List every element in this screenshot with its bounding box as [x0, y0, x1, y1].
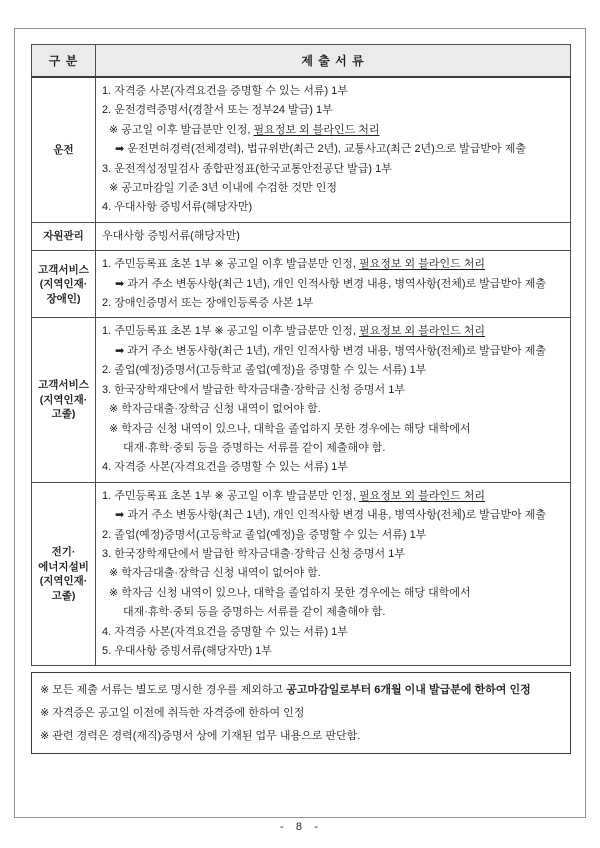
row-category — [32, 318, 96, 482]
category-label-line: 장애인) — [46, 292, 81, 305]
text-segment: 4. 자격증 사본(자격요건을 증명할 수 있는 서류) 1부 — [102, 461, 348, 474]
row-category — [32, 251, 96, 318]
text-segment: ※ 모든 제출 서류는 별도로 명시한 경우를 제외하고 — [40, 684, 287, 697]
footnote-line — [40, 725, 562, 748]
document-item-line — [102, 623, 566, 642]
text-segment: ➡ 과거 주소 변동사항(최근 1년), 개인 인적사항 변경 내용, 병역사항(전체)로 발급받아 제출 — [115, 509, 546, 522]
document-item-line — [102, 506, 566, 525]
row-category — [32, 482, 96, 666]
document-content-area — [31, 44, 571, 754]
underlined-text-segment: 필요정보 외 블라인드 처리 — [358, 489, 486, 502]
document-item-line — [102, 179, 566, 198]
text-segment: 1. 주민등록표 초본 1부 ※ 공고일 이후 발급분만 인정, — [102, 258, 359, 271]
document-item-line — [102, 101, 566, 120]
text-segment: 4. 자격증 사본(자격요건을 증명할 수 있는 서류) 1부 — [102, 625, 348, 638]
row-documents — [96, 482, 571, 666]
text-segment: 2. 장애인증명서 또는 장애인등록증 사본 1부 — [102, 297, 314, 310]
text-segment: ※ 자격증은 공고일 이전에 취득한 자격증에 한하여 인정 — [40, 706, 305, 719]
document-item-line — [102, 584, 566, 603]
table-row — [32, 251, 571, 318]
document-item-line — [102, 275, 566, 294]
text-segment: ➡ 운전면허경력(전체경력), 법규위반(최근 2년), 교통사고(최근 2년)으로 발급받아 제출 — [115, 143, 526, 156]
column-header-documents: 제 출 서 류 — [96, 45, 571, 78]
footnotes-box — [31, 672, 571, 754]
category-label-line: (지역인재· — [39, 393, 88, 406]
underlined-text-segment: 필요정보 외 블라인드 처리 — [253, 123, 380, 136]
table-header-row — [32, 45, 571, 78]
document-item-line — [102, 545, 566, 564]
category-label-line: 고졸) — [51, 589, 76, 602]
document-item-line — [102, 564, 566, 583]
category-label-line: 고객서비스 — [38, 263, 89, 276]
document-item-line — [102, 603, 566, 622]
footnote-line — [40, 702, 562, 725]
text-segment: ➡ 과거 주소 변동사항(최근 1년), 개인 인적사항 변경 내용, 병역사항(전체)로 발급받아 제출 — [115, 344, 546, 357]
category-label-line: 자원관리 — [43, 230, 84, 243]
text-segment: 5. 우대사항 증빙서류(해당자만) 1부 — [102, 644, 272, 657]
row-documents — [96, 318, 571, 482]
text-segment: 3. 운전적성정밀검사 종합판정표(한국교통안전공단 발급) 1부 — [102, 162, 392, 175]
document-item-line — [102, 140, 566, 159]
text-segment: ➡ 과거 주소 변동사항(최근 1년), 개인 인적사항 변경 내용, 병역사항(전체)로 발급받아 제출 — [115, 277, 546, 290]
document-item-line — [102, 400, 566, 419]
category-label-line: 에너지설비 — [38, 560, 89, 573]
text-segment: ※ 학자금대출·장학금 신청 내역이 없어야 함. — [109, 567, 321, 580]
document-item-line — [102, 82, 566, 101]
text-segment: 대재·휴학·중퇴 등을 증명하는 서류를 같이 제출해야 함. — [123, 441, 386, 454]
text-segment: ※ 학자금 신청 내역이 있으나, 대학을 졸업하지 못한 경우에는 해당 대학에서 — [109, 422, 471, 435]
document-item-line — [102, 642, 566, 661]
table-row — [32, 482, 571, 666]
page-number: - 8 - — [278, 822, 322, 834]
document-item-line — [102, 487, 566, 506]
text-segment: 3. 한국장학재단에서 발급한 학자금대출·장학금 신청 증명서 1부 — [102, 547, 405, 560]
column-header-category: 구 분 — [32, 45, 96, 78]
document-item-line — [102, 227, 566, 246]
underlined-text-segment: 필요정보 외 블라인드 처리 — [358, 258, 486, 271]
document-item-line — [102, 420, 566, 439]
row-category — [32, 222, 96, 250]
underlined-text-segment: 필요정보 외 블라인드 처리 — [358, 325, 486, 338]
document-item-line — [102, 342, 566, 361]
document-item-line — [102, 526, 566, 545]
category-label-line: (지역인재· — [39, 278, 88, 291]
text-segment: 1. 주민등록표 초본 1부 ※ 공고일 이후 발급분만 인정, — [102, 489, 359, 502]
text-segment: 1. 주민등록표 초본 1부 ※ 공고일 이후 발급분만 인정, — [102, 325, 359, 338]
row-documents — [96, 222, 571, 250]
text-segment: ※ 공고일 이후 발급분만 인정, — [109, 123, 254, 136]
category-label-line: (지역인재· — [39, 575, 88, 588]
text-segment: 1. 자격증 사본(자격요건을 증명할 수 있는 서류) 1부 — [102, 85, 348, 97]
table-row — [32, 77, 571, 222]
text-segment: ※ 공고마감일 기준 3년 이내에 수검한 것만 인정 — [109, 182, 337, 195]
document-item-line — [102, 439, 566, 458]
text-segment: ※ 학자금대출·장학금 신청 내역이 없어야 함. — [109, 403, 321, 416]
document-item-line — [102, 198, 566, 217]
page-border-frame — [14, 28, 586, 818]
row-category — [32, 77, 96, 222]
document-item-line — [102, 255, 566, 274]
document-item-line — [102, 361, 566, 380]
row-documents — [96, 77, 571, 222]
category-label-line: 고객서비스 — [38, 379, 89, 392]
table-row — [32, 318, 571, 482]
document-item-line — [102, 294, 566, 313]
category-label-line: 고졸) — [51, 408, 76, 421]
text-segment: 3. 한국장학재단에서 발급한 학자금대출·장학금 신청 증명서 1부 — [102, 383, 405, 396]
text-segment: 대재·휴학·중퇴 등을 증명하는 서류를 같이 제출해야 함. — [123, 606, 386, 619]
row-documents — [96, 251, 571, 318]
table-row — [32, 222, 571, 250]
text-segment: 우대사항 증빙서류(해당자만) — [102, 229, 240, 242]
category-label-line: 운전 — [53, 143, 74, 156]
bold-text-segment: 공고마감일로부터 6개월 이내 발급분에 한하여 인정 — [286, 684, 531, 697]
footnote-line — [40, 679, 562, 702]
category-label-line: 전기· — [51, 546, 76, 559]
text-segment: ※ 관련 경력은 경력(재직)증명서 상에 기재된 업무 내용으로 판단함. — [40, 729, 361, 742]
text-segment: 2. 졸업(예정)증명서(고등학교 졸업(예정)을 증명할 수 있는 서류) 1부 — [102, 528, 427, 541]
document-item-line — [102, 121, 566, 140]
document-item-line — [102, 381, 566, 400]
document-item-line — [102, 160, 566, 179]
text-segment: 4. 우대사항 증빙서류(해당자만) — [102, 201, 253, 214]
text-segment: ※ 학자금 신청 내역이 있으나, 대학을 졸업하지 못한 경우에는 해당 대학에서 — [109, 586, 471, 599]
document-item-line — [102, 322, 566, 341]
document-item-line — [102, 458, 566, 477]
text-segment: 2. 졸업(예정)증명서(고등학교 졸업(예정)을 증명할 수 있는 서류) 1부 — [102, 364, 427, 377]
text-segment: 2. 운전경력증명서(경찰서 또는 정부24 발급) 1부 — [102, 104, 333, 117]
submission-documents-table — [31, 44, 571, 666]
